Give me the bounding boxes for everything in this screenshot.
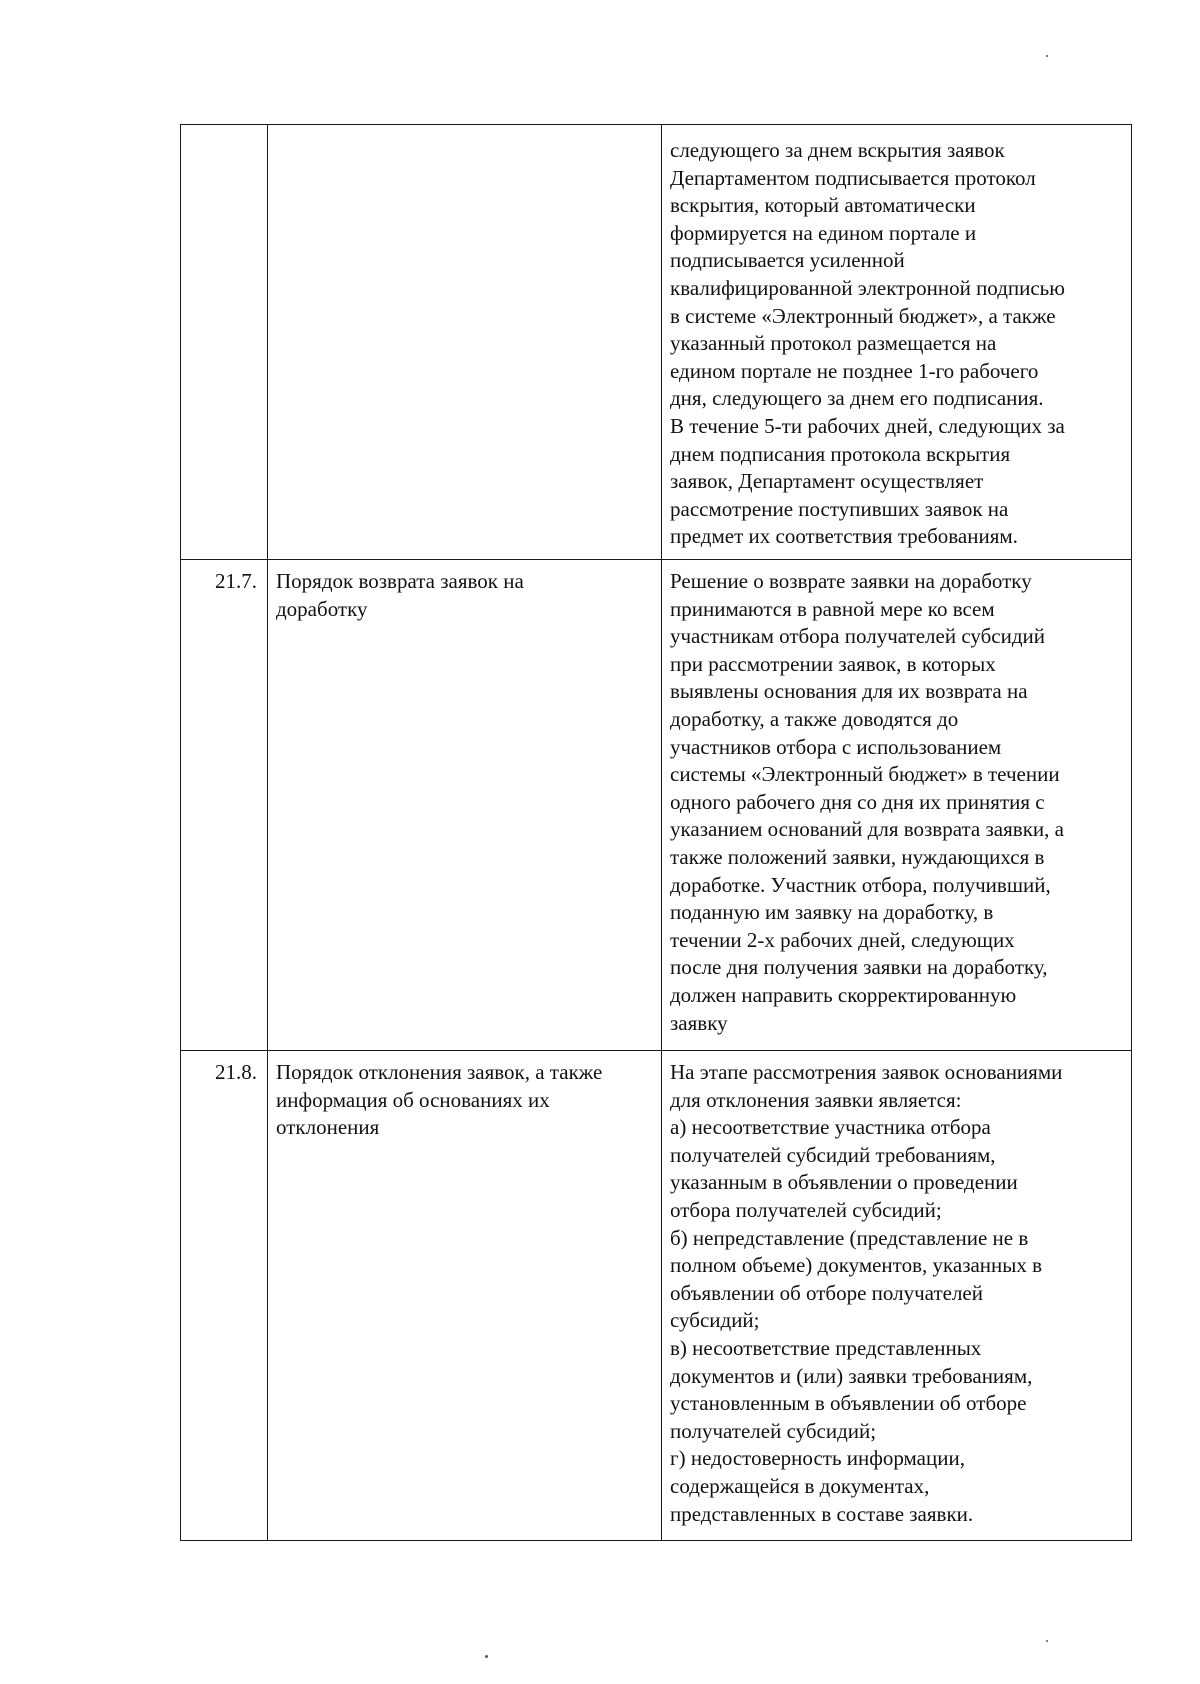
description-line: получателей субсидий;: [670, 1418, 877, 1443]
description-line: В течение 5-ти рабочих дней, следующих за: [670, 413, 1065, 438]
description-line: представленных в составе заявки.: [670, 1501, 974, 1526]
description-line: заявок, Департамент осуществляет: [670, 469, 984, 494]
description-line: дня, следующего за днем его подписания.: [670, 386, 1044, 411]
description-line: подписывается усиленной: [670, 248, 905, 273]
name-line: Порядок возврата заявок на: [276, 569, 524, 593]
description-line: едином портале не позднее 1-го рабочего: [670, 358, 1039, 383]
description-line: указанием оснований для возврата заявки, а: [670, 817, 1064, 842]
item-description-cell: [662, 125, 1132, 560]
description-line: Решение о возврате заявки на доработку: [670, 569, 1032, 593]
description-line: документов и (или) заявки требованиям,: [670, 1363, 1033, 1388]
description-line: квалифицированной электронной подписью: [670, 275, 1065, 300]
description-line: получателей субсидий требованиям,: [670, 1142, 996, 1167]
table-row: [181, 560, 1132, 1051]
name-line: отклонения: [276, 1115, 380, 1140]
description-line: указанным в объявлении о проведении: [670, 1170, 1018, 1195]
scan-speck: [1046, 55, 1048, 57]
description-line: б) непредставление (представление не в: [670, 1225, 1029, 1250]
description-line: поданную им заявку на доработку, в: [670, 900, 994, 925]
description-line: системы «Электронный бюджет» в течении: [670, 762, 1060, 787]
description-line: после дня получения заявки на доработку,: [670, 955, 1048, 980]
name-line: доработку: [276, 596, 368, 621]
description-line: вскрытия, который автоматически: [670, 193, 976, 218]
description-line: полном объеме) документов, указанных в: [670, 1253, 1043, 1278]
description-line: заявку: [670, 1010, 728, 1035]
item-number-cell: [181, 560, 268, 1051]
description-line: днем подписания протокола вскрытия: [670, 441, 1011, 466]
description-line: принимаются в равной мере ко всем: [670, 596, 995, 621]
description-line: г) недостоверность информации,: [670, 1446, 965, 1471]
description-line: содержащейся в документах,: [670, 1473, 930, 1498]
name-line: Порядок отклонения заявок, а также: [276, 1060, 603, 1084]
description-line: доработку, а также доводятся до: [670, 706, 959, 731]
item-number-cell: [181, 1051, 268, 1541]
item-name-cell: [268, 560, 662, 1051]
item-number: 21.7.: [215, 569, 257, 593]
description-line: указанный протокол размещается на: [670, 331, 997, 356]
description-line: в) несоответствие представленных: [670, 1335, 982, 1360]
description-line: участников отбора с использованием: [670, 734, 1002, 759]
description-line: следующего за днем вскрытия заявок: [670, 138, 1005, 162]
item-number-cell: [181, 125, 268, 560]
scan-speck: [485, 1655, 488, 1658]
scan-speck: [1046, 1640, 1048, 1642]
description-line: участникам отбора получателей субсидий: [670, 624, 1045, 649]
item-name-cell: [268, 1051, 662, 1541]
description-line: рассмотрение поступивших заявок на: [670, 496, 1009, 521]
description-line: На этапе рассмотрения заявок основаниями: [670, 1060, 1063, 1084]
name-line: информация об основаниях их: [276, 1087, 550, 1112]
item-number: 21.8.: [215, 1060, 257, 1084]
description-line: формируется на едином портале и: [670, 220, 977, 245]
item-description-cell: [662, 1051, 1132, 1541]
document-table: [180, 124, 1132, 1541]
description-line: доработке. Участник отбора, получивший,: [670, 872, 1051, 897]
description-line: а) несоответствие участника отбора: [670, 1115, 991, 1140]
description-line: предмет их соответствия требованиям.: [670, 524, 1018, 549]
description-line: субсидий;: [670, 1308, 760, 1333]
description-line: отбора получателей субсидий;: [670, 1197, 942, 1222]
description-line: также положений заявки, нуждающихся в: [670, 844, 1045, 869]
description-line: в системе «Электронный бюджет», а также: [670, 303, 1056, 328]
description-line: должен направить скорректированную: [670, 982, 1017, 1007]
description-line: Департаментом подписывается протокол: [670, 165, 1036, 190]
description-line: выявлены основания для их возврата на: [670, 679, 1028, 704]
description-line: течении 2-х рабочих дней, следующих: [670, 927, 1015, 952]
description-line: при рассмотрении заявок, в которых: [670, 651, 996, 676]
item-name-cell: [268, 125, 662, 560]
description-line: одного рабочего дня со дня их принятия с: [670, 789, 1045, 814]
item-description-cell: [662, 560, 1132, 1051]
description-line: для отклонения заявки является:: [670, 1087, 962, 1112]
table-row: [181, 125, 1132, 560]
table-row: [181, 1051, 1132, 1541]
description-line: установленным в объявлении об отборе: [670, 1391, 1027, 1416]
description-line: объявлении об отборе получателей: [670, 1280, 983, 1305]
